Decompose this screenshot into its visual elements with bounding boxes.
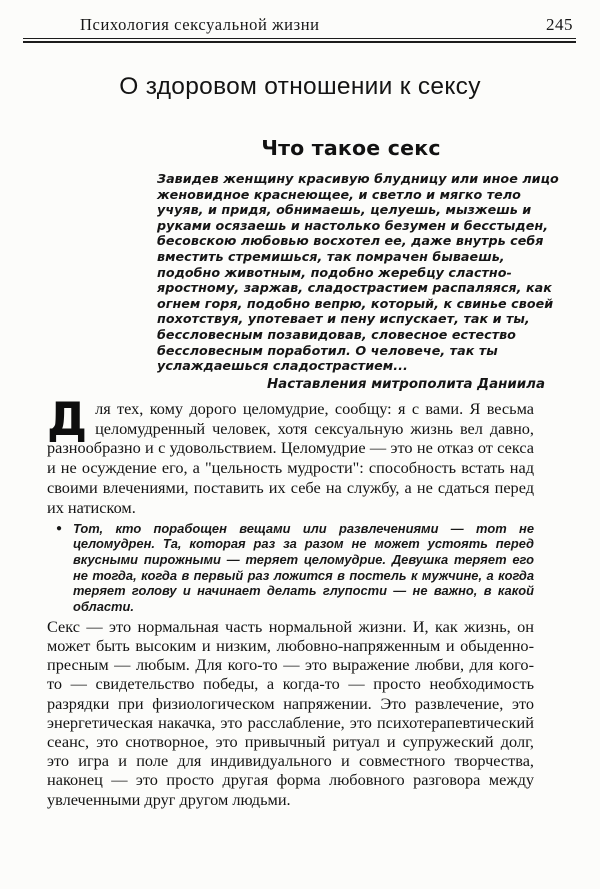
- epigraph-line: подобно животным, подобно жеребцу сластно-: [157, 264, 512, 280]
- page-number: 245: [546, 15, 573, 34]
- header-rule: [23, 38, 576, 43]
- epigraph-line: похотствуя, употевает и пену испускает, так и ты,: [157, 311, 530, 327]
- bullet-note: [47, 521, 534, 615]
- epigraph-line: бессловесным позавидовав, словесное естество: [157, 326, 516, 342]
- epigraph-line: учуяв, и придя, обнимаешь, целуешь, мызжешь и: [157, 202, 532, 218]
- epigraph-line: женовидное краснеющее, и светло и мягко тело: [157, 186, 521, 202]
- paragraph-sex-normal: Секс — это нормальная часть нормальной жизни. И, как жизнь, он может быть высоким и низким, любовно-напряженным и обыденно-пресным — любым. Для кого-то — это выражение любви, для кого-то — свидетельство победы, а когда-то — просто необходимость разрядки при физиологическом напряжении. Это развлечение, это энергетическая накачка, это расслабление, это психотерапевтический сеанс, это снотворное, это привычный ритуал и супружеский долг, это игра и поле для индивидуального и совместного творчества, наконец — это просто другая форма любовного разговора между увлеченными друг другом людьми.: [47, 616, 534, 809]
- epigraph-line: услаждаешься сладострастием...: [157, 358, 408, 374]
- epigraph-line: яростному, заржав, сладострастием распаляяся, как: [157, 280, 552, 296]
- drop-cap: Д: [47, 392, 88, 446]
- bullet-icon: ●: [56, 522, 63, 534]
- epigraph-line: огнем горя, подобно вепрю, который, к свинье своей: [157, 295, 554, 311]
- epigraph-line: бессловесным поработил. О человече, так ты: [157, 342, 498, 358]
- epigraph-line: вместить стремишься, так помрачен бываешь,: [157, 248, 505, 264]
- paragraph-celomudrie: [47, 392, 534, 518]
- paragraph-text: ля тех, кому дорого целомудрие, сообщу: я с вами. Я весьма целомудренный человек, хотя сексуальную жизнь вел давно, разнообразно и с удовольствием. Целомудрие — это не отказ от секса и не осуждение его, а "цельность мудрости": способность встать над своими влечениями, поставить их себе на службу, а не сдаться перед их натиском.: [47, 398, 534, 517]
- bullet-text: Тот, кто порабощен вещами или развлечениями — тот не целомудрен. Та, которая раз за разом не может устоять перед вкусными пирожными — теряет целомудрие. Девушка теряет его не тогда, когда в первый раз ложится в постель к мужчине, а когда теряет голову и начинает делать глупости — не важно, в какой области.: [73, 520, 534, 615]
- epigraph: [157, 136, 559, 392]
- running-title: Психология сексуальной жизни: [80, 15, 320, 34]
- epigraph-line: бесовскою любовью восхотел ее, даже внутрь себя: [157, 233, 544, 249]
- page-header: [26, 15, 573, 35]
- epigraph-line: руками осязаешь и настолько безумен и бесстыден,: [157, 217, 549, 233]
- epigraph-attribution: Наставления митрополита Даниила: [266, 376, 545, 392]
- chapter-title: О здоровом отношении к сексу: [119, 73, 481, 100]
- section-title: Что такое секс: [261, 136, 441, 160]
- epigraph-line: Завидев женщину красивую блудницу или иное лицо: [157, 171, 559, 186]
